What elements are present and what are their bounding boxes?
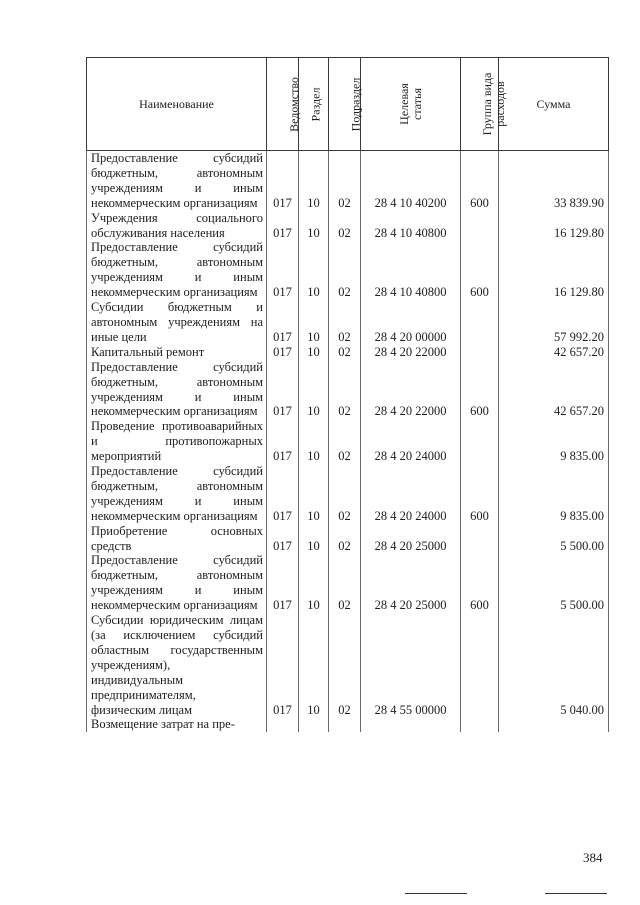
row-razdel: 10 bbox=[299, 211, 329, 241]
row-name: Предоставление субсидий бюджетным, автономным учреждениям и иным некоммерческим организациям bbox=[87, 360, 267, 420]
table-row bbox=[87, 211, 609, 241]
header-name-label: Наименование bbox=[139, 96, 214, 111]
row-name: Предоставление субсидий бюджетным, автономным учреждениям и иным некоммерческим организациям bbox=[87, 553, 267, 613]
row-name: Предоставление субсидий бюджетным, автономным учреждениям и иным некоммерческим организациям bbox=[87, 151, 267, 211]
header-name bbox=[87, 58, 267, 151]
row-target: 28 4 20 22000 bbox=[361, 360, 461, 420]
table-body bbox=[87, 151, 609, 733]
header-ved-label: Ведомство bbox=[286, 76, 301, 132]
header-ved bbox=[267, 58, 299, 151]
row-name: Субсидии юридическим лицам (за исключением субсидий областным государственным учреждениям), индивидуальным предпринимателям, физическим лицам bbox=[87, 613, 267, 717]
row-group bbox=[461, 524, 499, 554]
page-number: 384 bbox=[583, 850, 603, 865]
row-sum: 5 500.00 bbox=[499, 524, 609, 554]
row-razdel: 10 bbox=[299, 553, 329, 613]
table-row bbox=[87, 360, 609, 420]
header-target bbox=[361, 58, 461, 151]
row-podrazdel bbox=[329, 717, 361, 732]
table-row bbox=[87, 345, 609, 360]
row-name: Учреждения социального обслуживания населения bbox=[87, 211, 267, 241]
row-podrazdel: 02 bbox=[329, 524, 361, 554]
row-name: Возмещение затрат на пре- bbox=[87, 717, 267, 732]
row-podrazdel: 02 bbox=[329, 419, 361, 464]
row-group bbox=[461, 300, 499, 345]
row-name: Субсидии бюджетным и автономным учреждениям на иные цели bbox=[87, 300, 267, 345]
row-name: Предоставление субсидий бюджетным, автономным учреждениям и иным некоммерческим организациям bbox=[87, 464, 267, 524]
row-ved: 017 bbox=[267, 464, 299, 524]
row-podrazdel: 02 bbox=[329, 151, 361, 211]
row-ved: 017 bbox=[267, 419, 299, 464]
row-name: Приобретение основных средств bbox=[87, 524, 267, 554]
row-target: 28 4 20 24000 bbox=[361, 419, 461, 464]
row-group bbox=[461, 419, 499, 464]
row-name: Предоставление субсидий бюджетным, автономным учреждениям и иным некоммерческим организациям bbox=[87, 240, 267, 300]
row-razdel: 10 bbox=[299, 240, 329, 300]
header-razdel bbox=[299, 58, 329, 151]
row-target: 28 4 20 00000 bbox=[361, 300, 461, 345]
table-row bbox=[87, 524, 609, 554]
row-razdel: 10 bbox=[299, 300, 329, 345]
row-podrazdel: 02 bbox=[329, 300, 361, 345]
row-razdel: 10 bbox=[299, 345, 329, 360]
row-group: 600 bbox=[461, 240, 499, 300]
row-sum: 33 839.90 bbox=[499, 151, 609, 211]
row-group: 600 bbox=[461, 151, 499, 211]
table-row bbox=[87, 613, 609, 717]
row-sum: 5 500.00 bbox=[499, 553, 609, 613]
row-razdel: 10 bbox=[299, 360, 329, 420]
table-row bbox=[87, 717, 609, 732]
row-podrazdel: 02 bbox=[329, 613, 361, 717]
row-razdel bbox=[299, 717, 329, 732]
header-razdel-label: Раздел bbox=[308, 87, 323, 121]
row-ved: 017 bbox=[267, 524, 299, 554]
header-sum-label: Сумма bbox=[536, 96, 571, 111]
row-sum: 42 657.20 bbox=[499, 360, 609, 420]
row-target: 28 4 10 40800 bbox=[361, 211, 461, 241]
row-razdel: 10 bbox=[299, 613, 329, 717]
row-group: 600 bbox=[461, 464, 499, 524]
row-ved: 017 bbox=[267, 613, 299, 717]
header-group-label: Группа вида расходов bbox=[480, 72, 507, 135]
row-target: 28 4 55 00000 bbox=[361, 613, 461, 717]
row-group bbox=[461, 613, 499, 717]
row-podrazdel: 02 bbox=[329, 464, 361, 524]
row-ved: 017 bbox=[267, 360, 299, 420]
row-target: 28 4 20 24000 bbox=[361, 464, 461, 524]
footer-rule-left bbox=[405, 893, 467, 894]
row-podrazdel: 02 bbox=[329, 240, 361, 300]
budget-table bbox=[86, 57, 609, 732]
row-ved: 017 bbox=[267, 211, 299, 241]
row-target: 28 4 10 40200 bbox=[361, 151, 461, 211]
row-podrazdel: 02 bbox=[329, 211, 361, 241]
table-header-row bbox=[87, 58, 609, 151]
row-razdel: 10 bbox=[299, 151, 329, 211]
table-row bbox=[87, 240, 609, 300]
row-podrazdel: 02 bbox=[329, 553, 361, 613]
header-sum bbox=[499, 58, 609, 151]
row-target: 28 4 10 40800 bbox=[361, 240, 461, 300]
row-podrazdel: 02 bbox=[329, 345, 361, 360]
row-sum: 9 835.00 bbox=[499, 419, 609, 464]
row-sum: 57 992.20 bbox=[499, 300, 609, 345]
row-sum: 16 129.80 bbox=[499, 211, 609, 241]
row-ved: 017 bbox=[267, 345, 299, 360]
row-target: 28 4 20 22000 bbox=[361, 345, 461, 360]
row-name: Проведение противоаварийных и противопожарных мероприятий bbox=[87, 419, 267, 464]
row-group: 600 bbox=[461, 360, 499, 420]
footer-rule-right bbox=[545, 893, 607, 894]
row-target: 28 4 20 25000 bbox=[361, 553, 461, 613]
row-group bbox=[461, 345, 499, 360]
row-ved: 017 bbox=[267, 300, 299, 345]
row-sum: 5 040.00 bbox=[499, 613, 609, 717]
row-ved bbox=[267, 717, 299, 732]
table-row bbox=[87, 464, 609, 524]
table-row bbox=[87, 151, 609, 211]
header-group bbox=[461, 58, 507, 151]
row-ved: 017 bbox=[267, 151, 299, 211]
row-ved: 017 bbox=[267, 240, 299, 300]
row-group bbox=[461, 717, 499, 732]
header-podrazdel bbox=[329, 58, 361, 151]
row-razdel: 10 bbox=[299, 524, 329, 554]
table-row bbox=[87, 553, 609, 613]
table-row bbox=[87, 419, 609, 464]
row-sum: 9 835.00 bbox=[499, 464, 609, 524]
table-row bbox=[87, 300, 609, 345]
row-group: 600 bbox=[461, 553, 499, 613]
row-target: 28 4 20 25000 bbox=[361, 524, 461, 554]
row-sum bbox=[499, 717, 609, 732]
header-podrazdel-label: Подраздел bbox=[348, 77, 363, 131]
row-ved: 017 bbox=[267, 553, 299, 613]
row-name: Капитальный ремонт bbox=[87, 345, 267, 360]
row-razdel: 10 bbox=[299, 464, 329, 524]
row-target bbox=[361, 717, 461, 732]
row-sum: 16 129.80 bbox=[499, 240, 609, 300]
row-sum: 42 657.20 bbox=[499, 345, 609, 360]
header-target-label: Целевая статья bbox=[396, 82, 424, 125]
row-razdel: 10 bbox=[299, 419, 329, 464]
row-podrazdel: 02 bbox=[329, 360, 361, 420]
row-group bbox=[461, 211, 499, 241]
